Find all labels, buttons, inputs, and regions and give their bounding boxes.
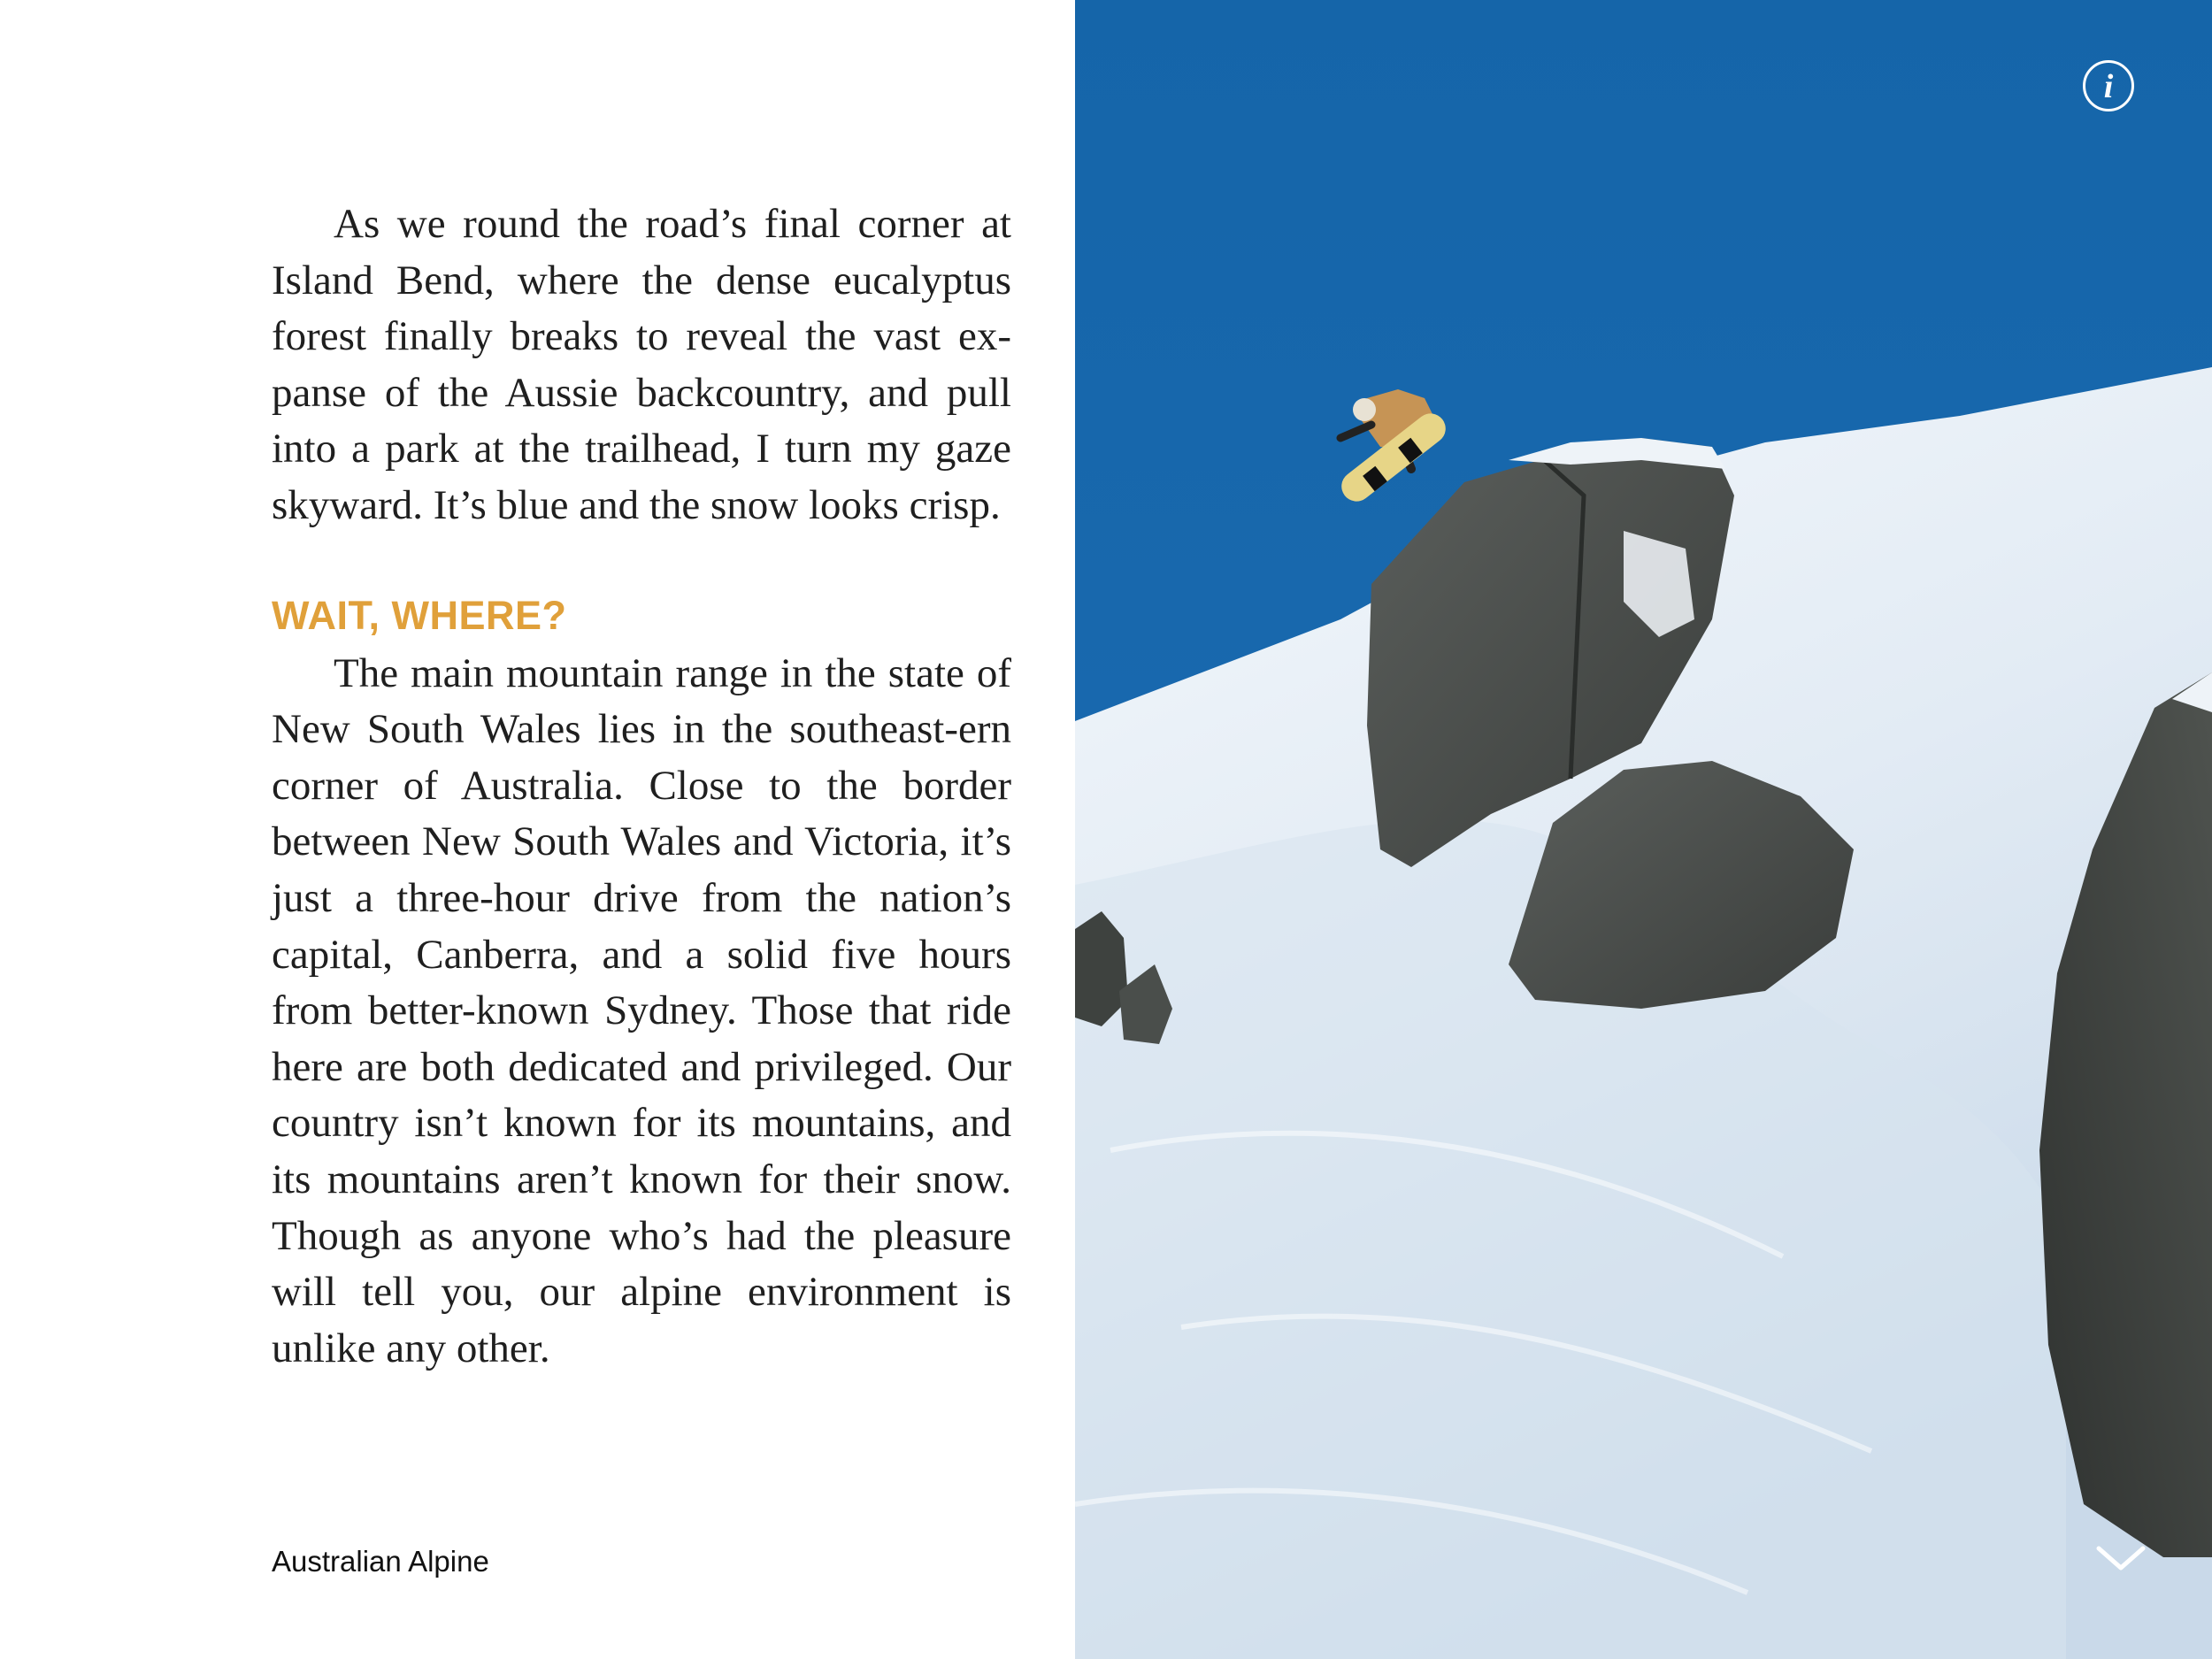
info-button[interactable] (2083, 60, 2134, 111)
section-heading: WAIT, WHERE? (272, 592, 567, 638)
article-body (272, 196, 1011, 1377)
next-page-button[interactable] (2093, 1540, 2148, 1575)
snowboard-photo (1075, 0, 2212, 1659)
text-page (0, 0, 1075, 1659)
info-icon: i (2103, 68, 2114, 105)
body-paragraph: The main mountain range in the state of New South Wales lies in the southeast-ern corner of Australia. Close to the border between New South Wales and Victoria, it’s just a three-hour drive from the nation’s capital, Canberra, and a solid five hours from better-known Sydney. Those that ride here are both dedicated and privileged. Our country isn’t known for its mountains, and its mountains aren’t known for their snow. Though as anyone who’s had the pleasure will tell you, our alpine environment is unlike any other. (272, 649, 1011, 1371)
publication-footer: Australian Alpine (272, 1545, 489, 1578)
chevron-down-icon (2093, 1540, 2148, 1575)
photo-illustration (1075, 0, 2212, 1659)
intro-paragraph: As we round the road’s final corner at Island Bend, where the dense eucalyptus forest finally breaks to reveal the vast ex-panse of the Aussie backcountry, and pull into a park at the trailhead, I turn my gaze skyward. It’s blue and the snow looks crisp. (272, 201, 1011, 528)
